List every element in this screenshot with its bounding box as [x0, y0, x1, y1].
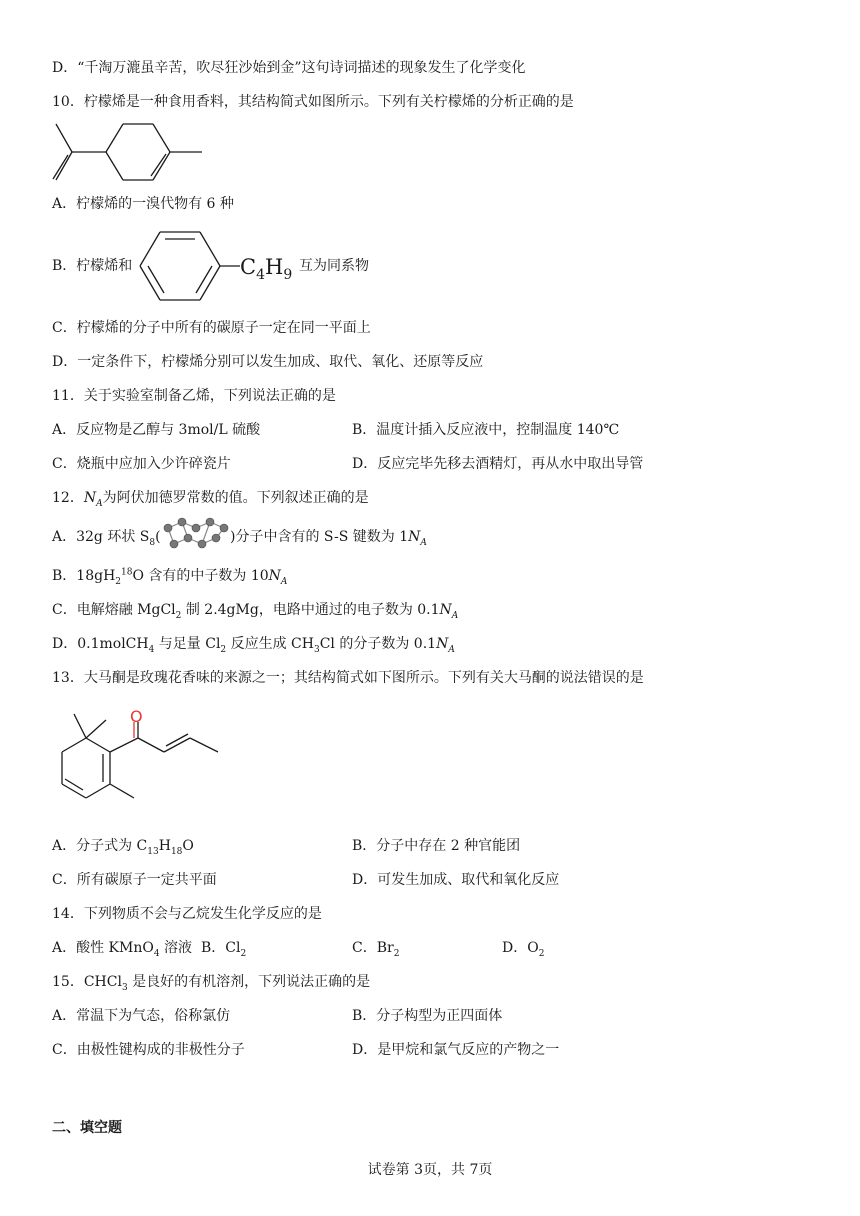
q13-option-c: C．所有碳原子一定共平面 [52, 872, 217, 888]
s8-ring-model [160, 514, 232, 556]
q15-option-a: A．常温下为气态，俗称氯仿 [52, 1008, 231, 1024]
section-heading: 二、填空题 [52, 1120, 122, 1136]
q15-stem: 15．CHCl$_3$ 是良好的有机溶剂，下列说法正确的是 [52, 974, 371, 993]
q10-option-b-prefix: B．柠檬烯和 [52, 258, 133, 274]
q10-option-a: A．柠檬烯的一溴代物有 6 种 [52, 196, 234, 212]
q11-option-d: D．反应完毕先移去酒精灯，再从水中取出导管 [352, 456, 644, 472]
q15-option-b: B．分子构型为正四面体 [352, 1008, 503, 1024]
page-footer: 试卷第 3页，共 7页 [367, 1162, 493, 1178]
q12-option-d: D．0.1molCH$_4$ 与足量 $Cl_2$ 反应生成 $CH_3Cl$ 的分子数为 $0.1N_A$ [52, 636, 455, 655]
c4h9-formula: $C_4H_9$ [240, 255, 293, 284]
q11-stem: 11．关于实验室制备乙烯，下列说法正确的是 [52, 388, 336, 404]
q12-option-a-suffix: )分子中含有的 S-S 键数为 $1N_A$ [230, 529, 427, 548]
carbonyl-oxygen-label: O [130, 707, 143, 726]
q10-option-b [52, 256, 132, 276]
limonene-structure [50, 118, 210, 188]
q15-option-d: D．是甲烷和氯气反应的产物之一 [352, 1042, 560, 1058]
q13-option-d: D．可发生加成、取代和氧化反应 [352, 872, 560, 888]
damascone-structure [50, 706, 230, 826]
q14-stem: 14．下列物质不会与乙烷发生化学反应的是 [52, 906, 322, 922]
q15-option-c: C．由极性键构成的非极性分子 [52, 1042, 245, 1058]
q11-option-a: A．反应物是乙醇与 3mol/L 硫酸 [52, 422, 261, 438]
q14-option-d: D．$O_2$ [502, 940, 545, 959]
q9-option-d: D．“千淘万漉虽辛苦，吹尽狂沙始到金”这句诗词描述的现象发生了化学变化 [52, 60, 526, 76]
q14-option-a: A．酸性 KMnO$_4$ 溶液 [52, 940, 193, 959]
q12-stem: 12．$N_A$为阿伏加德罗常数的值。下列叙述正确的是 [52, 490, 369, 509]
q11-option-c: C．烧瓶中应加入少许碎瓷片 [52, 456, 231, 472]
q11-option-b: B．温度计插入反应液中，控制温度 140℃ [352, 422, 620, 438]
q13-stem: 13．大马酮是玫瑰花香味的来源之一；其结构简式如下图所示。下列有关大马酮的说法错误的是 [52, 670, 644, 686]
q12-option-a: A．32g 环状 $S_8$( [52, 529, 161, 548]
q10-option-b-suffix: 互为同系物 [299, 258, 369, 274]
q12-option-c: C．电解熔融 MgCl$_2$ 制 2.4gMg，电路中通过的电子数为 $0.1N_A$ [52, 602, 459, 621]
benzene-ring-structure [136, 228, 246, 304]
q10-option-d: D．一定条件下，柠檬烯分别可以发生加成、取代、氧化、还原等反应 [52, 354, 484, 370]
q10-stem: 10．柠檬烯是一种食用香料，其结构简式如图所示。下列有关柠檬烯的分析正确的是 [52, 94, 574, 110]
q10-option-c: C．柠檬烯的分子中所有的碳原子一定在同一平面上 [52, 320, 371, 336]
q14-option-c: C．$Br_2$ [352, 940, 400, 959]
q14-option-b: B．$Cl_2$ [201, 940, 247, 959]
q12-option-b: B．$18gH_2^{18}O$ 含有的中子数为 $10N_A$ [52, 567, 288, 587]
q13-option-a: A．分子式为 $C_{13}H_{18}O$ [52, 838, 194, 857]
q13-option-b: B．分子中存在 2 种官能团 [352, 838, 521, 854]
